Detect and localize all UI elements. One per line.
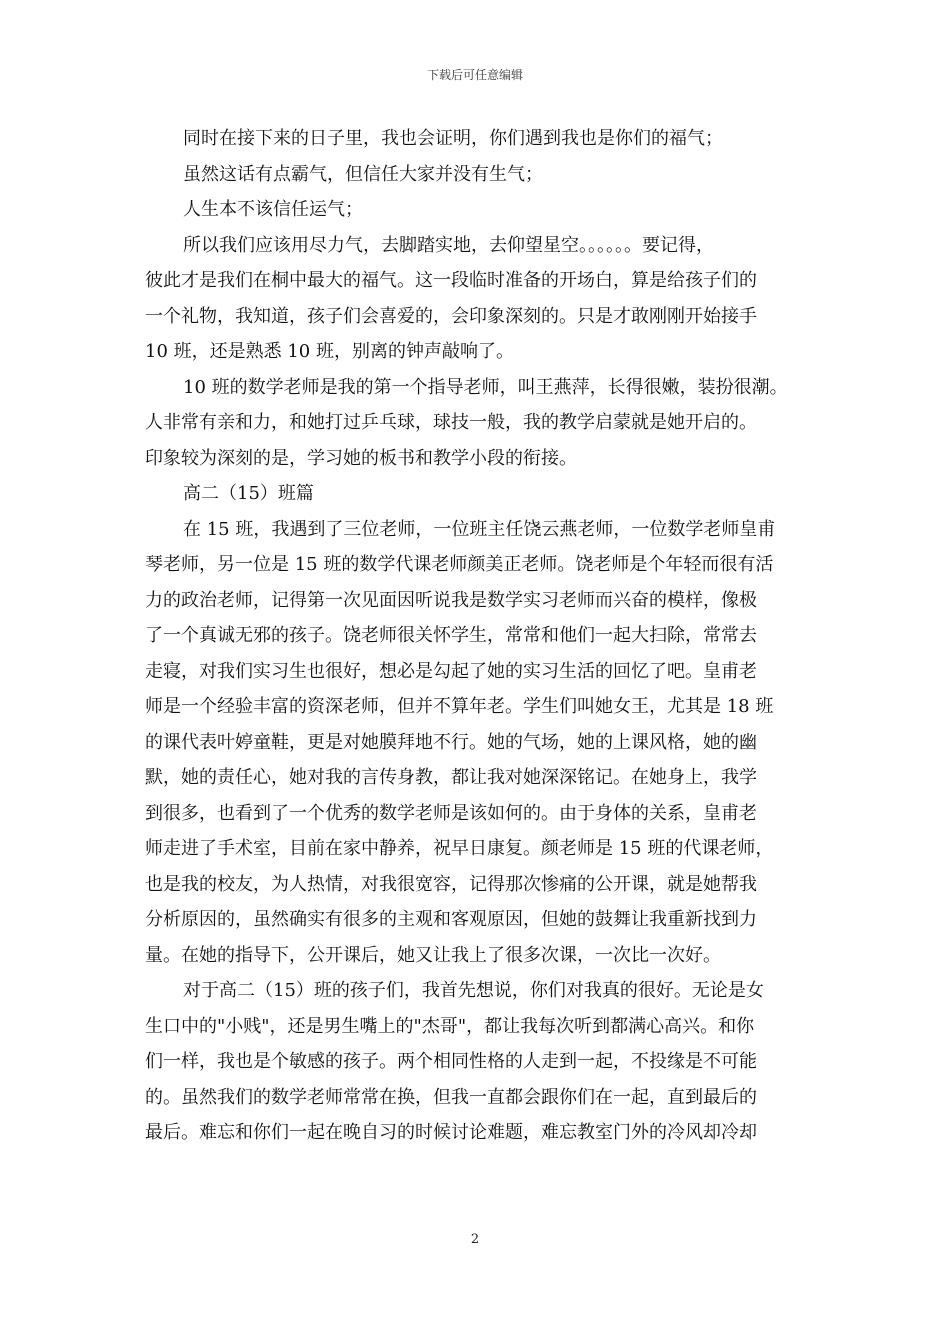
text-line: 10 班，还是熟悉 10 班，别离的钟声敲响了。 xyxy=(145,341,514,362)
text-line: 到很多，也看到了一个优秀的数学老师是该如何的。由于身体的关系，皇甫老 xyxy=(145,802,757,824)
text-line: 同时在接下来的日子里，我也会证明，你们遇到我也是你们的福气； xyxy=(183,128,723,149)
text-line: 们一样，我也是个敏感的孩子。两个相同性格的人走到一起，不投缘是不可能 xyxy=(145,1051,757,1072)
text-line: 一个礼物，我知道，孩子们会喜爱的，会印象深刻的。只是才敢刚刚开始接手 xyxy=(145,305,757,327)
text-line: 在 15 班，我遇到了三位老师，一位班主任饶云燕老师，一位数学老师皇甫 xyxy=(183,518,776,540)
text-line: 也是我的校友，为人热情，对我很宽容，记得那次惨痛的公开课，就是她帮我 xyxy=(145,873,757,895)
text-line: 分析原因的，虽然确实有很多的主观和客观原因，但她的鼓舞让我重新找到力 xyxy=(145,909,757,930)
document-body xyxy=(145,121,817,1151)
text-line: 生口中的"小贱"，还是男生嘴上的"杰哥"，都让我每次听到都满心高兴。和你 xyxy=(145,1015,755,1037)
text-line: 10 班的数学老师是我的第一个指导老师，叫王燕萍，长得很嫩，装扮很潮。 xyxy=(183,376,788,398)
text-line: 琴老师，另一位是 15 班的数学代课老师颜美正老师。饶老师是个年轻而很有活 xyxy=(145,554,774,575)
text-line: 了一个真诚无邪的孩子。饶老师很关怀学生，常常和他们一起大扫除，常常去 xyxy=(145,625,757,646)
text-line: 走寝，对我们实习生也很好，想必是勾起了她的实习生活的回忆了吧。皇甫老 xyxy=(145,660,757,682)
text-line: 彼此才是我们在桐中最大的福气。这一段临时准备的开场白，算是给孩子们的 xyxy=(145,270,757,291)
text-line: 最后。难忘和你们一起在晚自习的时候讨论难题，难忘教室门外的冷风却冷却 xyxy=(145,1122,757,1143)
text-line: 高二（15）班篇 xyxy=(183,483,314,504)
text-line: 虽然这话有点霸气，但信任大家并没有生气； xyxy=(183,163,543,185)
text-line: 师走进了手术室，目前在家中静养，祝早日康复。颜老师是 15 班的代课老师， xyxy=(145,838,774,859)
text-line: 的课代表叶婷童鞋，更是对她膜拜地不行。她的气场，她的上课风格，她的幽 xyxy=(145,731,757,753)
text-line: 量。在她的指导下，公开课后，她又让我上了很多次课，一次比一次好。 xyxy=(145,944,721,966)
text-line: 的。虽然我们的数学老师常常在换，但我一直都会跟你们在一起，直到最后的 xyxy=(145,1086,757,1108)
page-header: 下载后可任意编辑 xyxy=(426,68,523,82)
text-line: 人非常有亲和力，和她打过乒乓球，球技一般，我的教学启蒙就是她开启的。 xyxy=(145,412,757,433)
text-line: 印象较为深刻的是，学习她的板书和教学小段的衔接。 xyxy=(145,447,577,469)
text-line: 力的政治老师，记得第一次见面因听说我是数学实习老师而兴奋的模样，像极 xyxy=(145,589,757,611)
text-line: 对于高二（15）班的孩子们，我首先想说，你们对我真的很好。无论是女 xyxy=(183,980,764,1001)
text-line: 默，她的责任心，她对我的言传身教，都让我对她深深铭记。在她身上，我学 xyxy=(145,767,757,788)
text-line: 人生本不该信任运气； xyxy=(183,199,363,220)
text-line: 师是一个经验丰富的资深老师，但并不算年老。学生们叫她女王，尤其是 18 班 xyxy=(145,696,774,717)
text-line: 所以我们应该用尽力气，去脚踏实地，去仰望星空。。。。。。要记得， xyxy=(183,234,714,256)
page-number: 2 xyxy=(470,1232,480,1247)
